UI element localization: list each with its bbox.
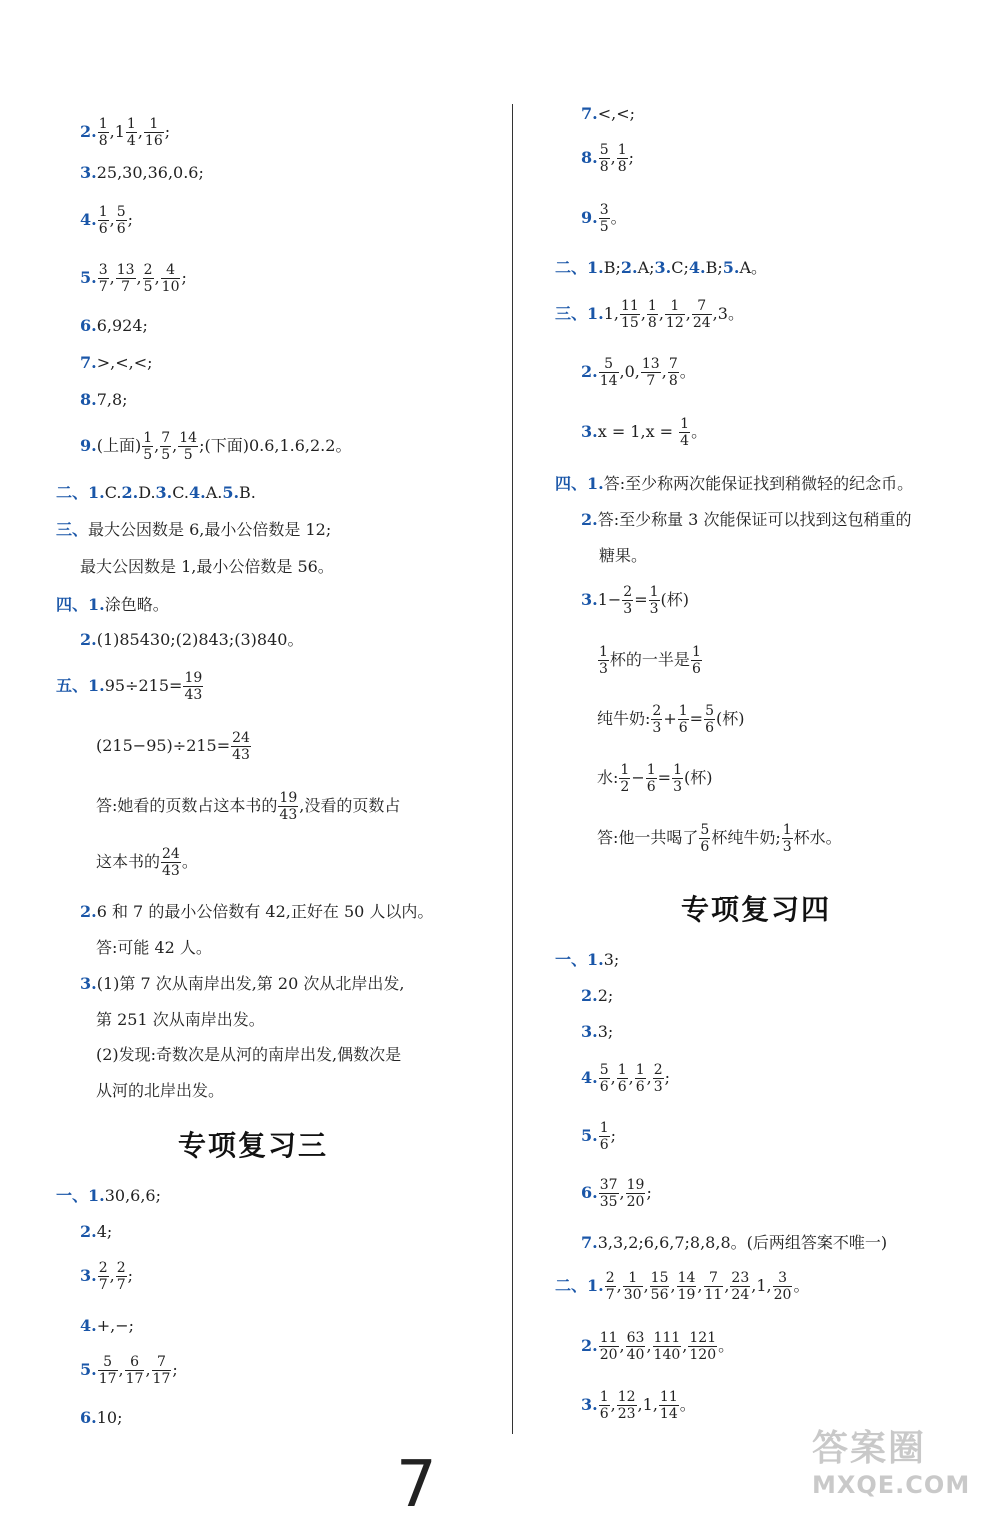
column-divider [512, 104, 513, 1434]
review-4-line-1: 一、1.3; [555, 950, 620, 969]
review-3-line-4: 4.+,−; [80, 1316, 134, 1335]
review-4-line-7: 7.3,3,2;6,6,7;8,8,8。(后两组答案不唯一) [581, 1233, 888, 1252]
review-3-line-6: 6.10; [80, 1408, 123, 1427]
section-5-line-10: 从河的北岸出发。 [96, 1081, 225, 1100]
watermark [812, 1420, 992, 1520]
review-3-line-2: 2.4; [80, 1222, 113, 1241]
right-section-4-line-3: 糖果。 [599, 546, 648, 565]
answer-8-right: 8. $\frac{5}{8}$ , $\frac{1}{8}$ ; [581, 142, 635, 175]
right-section-2: 二、1.B;2.A;3.C;4.B;5.A。 [555, 258, 767, 277]
review-4-section-2-line-3: 3. $\frac{1}{6}$ , $\frac{12}{23}$ ,1, $\frac{11}{14}$ 。 [581, 1389, 696, 1422]
right-section-3-line-1: 三、1.1, $\frac{11}{15}$ , $\frac{1}{8}$ , $\frac{1}{12}$ , $\frac{7}{24}$ ,3。 [555, 298, 744, 331]
answer-9: 9.(上面) $\frac{1}{5}$ , $\frac{7}{5}$ , $\frac{14}{5}$ ;(下面)0.6,1.6,2.2。 [80, 430, 352, 463]
right-section-4-line-7: 水: $\frac{1}{2}$ − $\frac{1}{6}$ = $\frac{1}{3}$ (杯) [597, 762, 713, 795]
section-5-line-7: 3.(1)第 7 次从南岸出发,第 20 次从北岸出发, [80, 974, 405, 993]
section-5-line-8: 第 251 次从南岸出发。 [96, 1010, 265, 1029]
heading-review-3: 专项复习三 [178, 1129, 329, 1162]
section-5-line-6: 答:可能 42 人。 [96, 938, 212, 957]
right-section-4-line-8: 答:他一共喝了 $\frac{5}{6}$ 杯纯牛奶; $\frac{1}{3}$ 杯水。 [597, 822, 842, 855]
section-4-line-2: 2.(1)85430;(2)843;(3)840。 [80, 630, 304, 649]
right-section-3-line-2: 2. $\frac{5}{14}$ ,0, $\frac{13}{7}$ , $\frac{7}{8}$ 。 [581, 356, 696, 389]
right-section-4-line-2: 2.答:至少称量 3 次能保证可以找到这包稍重的 [581, 510, 912, 529]
answer-7: 7.>,<,<; [80, 353, 153, 372]
review-3-line-5: 5. $\frac{5}{17}$ , $\frac{6}{17}$ , $\frac{7}{17}$ ; [80, 1354, 178, 1387]
answer-8: 8.7,8; [80, 390, 128, 409]
heading-review-4: 专项复习四 [681, 893, 832, 926]
section-3-line-2: 最大公因数是 1,最小公倍数是 56。 [80, 557, 334, 576]
answer-3: 3.25,30,36,0.6; [80, 163, 204, 182]
section-4-line-1: 四、1.涂色略。 [56, 595, 169, 614]
section-5-line-4: 这本书的 $\frac{24}{43}$ 。 [96, 846, 198, 879]
review-4-section-2-line-2: 2. $\frac{11}{20}$ , $\frac{63}{40}$ , $\frac{111}{140}$ , $\frac{121}{120}$ 。 [581, 1330, 735, 1363]
section-5-line-2: (215−95)÷215= $\frac{24}{43}$ [96, 730, 250, 763]
review-3-line-1: 一、1.30,6,6; [56, 1186, 161, 1205]
right-section-4-line-4: 3.1− $\frac{2}{3}$ = $\frac{1}{3}$ (杯) [581, 584, 690, 617]
section-5-line-9: (2)发现:奇数次是从河的南岸出发,偶数次是 [96, 1045, 402, 1064]
right-section-4-line-1: 四、1.答:至少称两次能保证找到稍微轻的纪念币。 [555, 474, 914, 493]
right-section-4-line-5: $\frac{1}{3}$ 杯的一半是 $\frac{1}{6}$ [599, 644, 701, 677]
review-4-line-2: 2.2; [581, 986, 614, 1005]
answer-5: 5. $\frac{3}{7}$ , $\frac{13}{7}$ , $\frac{2}{5}$ , $\frac{4}{10}$ ; [80, 262, 187, 295]
section-5-line-5: 2.6 和 7 的最小公倍数有 42,正好在 50 人以内。 [80, 902, 434, 921]
section-5-line-1: 五、1.95÷215= $\frac{19}{43}$ [56, 670, 203, 703]
review-4-section-2-line-1: 二、1. $\frac{2}{7}$ , $\frac{1}{30}$ , $\frac{15}{56}$ , $\frac{14}{19}$ , $\frac{7}{11}$ , $\frac{23}{24}$ ,1, $\frac{3}{20}$ 。 [555, 1270, 810, 1303]
section-5-line-3: 答:她看的页数占这本书的 $\frac{19}{43}$ ,没看的页数占 [96, 790, 401, 823]
review-4-line-5: 5. $\frac{1}{6}$ ; [581, 1120, 617, 1153]
answer-9-right: 9. $\frac{3}{5}$ 。 [581, 202, 627, 235]
answer-7-right: 7.<,<; [581, 104, 635, 123]
answer-4: 4. $\frac{1}{6}$ , $\frac{5}{6}$ ; [80, 204, 134, 237]
review-3-line-3: 3. $\frac{2}{7}$ , $\frac{2}{7}$ ; [80, 1260, 134, 1293]
review-4-line-4: 4. $\frac{5}{6}$ , $\frac{1}{6}$ , $\frac{1}{6}$ , $\frac{2}{3}$ ; [581, 1062, 671, 1095]
review-4-line-6: 6. $\frac{37}{35}$ , $\frac{19}{20}$ ; [581, 1177, 652, 1210]
watermark-url: MXQE.COM [812, 1471, 971, 1499]
section-3-line-1: 三、最大公因数是 6,最小公倍数是 12; [56, 520, 332, 539]
right-section-4-line-6: 纯牛奶: $\frac{2}{3}$ + $\frac{1}{6}$ = $\frac{5}{6}$ (杯) [597, 703, 745, 736]
right-section-3-line-3: 3.x = 1,x = $\frac{1}{4}$ 。 [581, 416, 708, 449]
answer-6: 6.6,924; [80, 316, 148, 335]
page-number: 7 [396, 1448, 437, 1522]
answer-2: 2. $\frac{1}{8}$ ,1 $\frac{1}{4}$ , $\frac{1}{16}$ ; [80, 116, 171, 149]
section-2-answers: 二、1.C.2.D.3.C.4.A.5.B. [56, 483, 256, 502]
watermark-logo: 答案圈 [812, 1428, 927, 1469]
review-4-line-3: 3.3; [581, 1022, 614, 1041]
